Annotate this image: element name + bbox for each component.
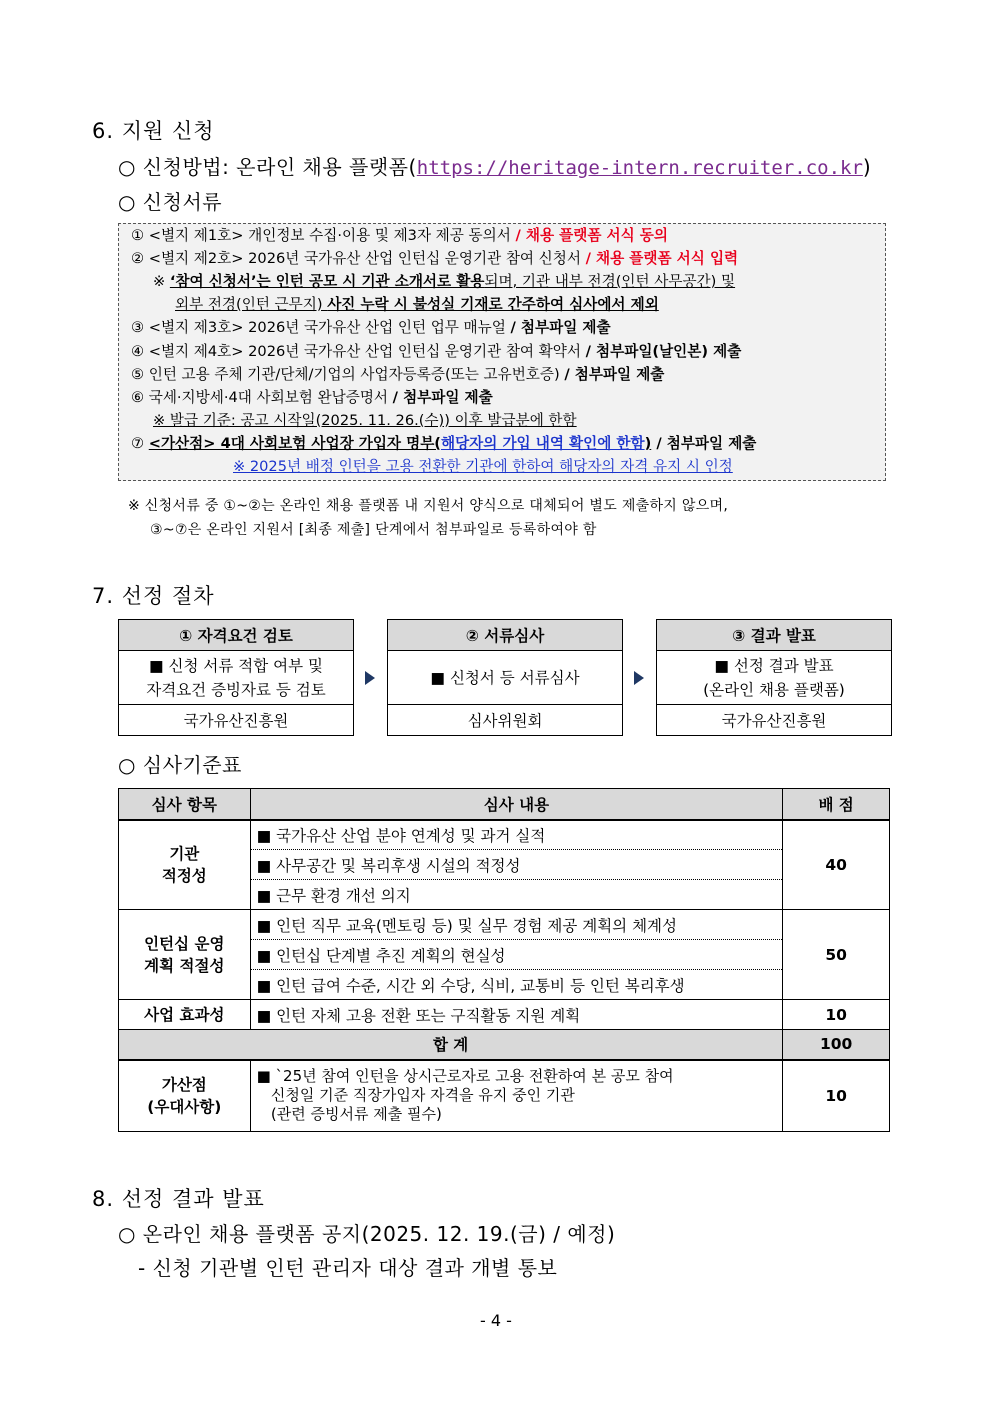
application-method-close: ) bbox=[862, 155, 872, 179]
criteria-item: ■ 인턴 직무 교육(멘토링 등) 및 실무 경험 제공 계획의 체계성 bbox=[250, 910, 783, 940]
score-effectiveness: 10 bbox=[783, 1000, 890, 1030]
documents-heading: ○ 신청서류 bbox=[118, 190, 223, 214]
doc-note-7: ※ 2025년 배정 인턴을 고용 전환한 기관에 한하여 해당자의 자격 유지 시 인정 bbox=[233, 458, 733, 475]
doc-item-5 bbox=[131, 365, 664, 385]
doc-item-7-close: ) bbox=[644, 435, 652, 452]
process-step-3 bbox=[656, 619, 892, 736]
doc-note-2b bbox=[175, 295, 659, 315]
section-6-heading: 6. 지원 신청 bbox=[92, 119, 215, 143]
doc-note-mark: ※ bbox=[153, 273, 170, 290]
criteria-item: ■ 인턴십 단계별 추진 계획의 현실성 bbox=[250, 940, 783, 970]
doc-item-6-text: ⑥ 국세·지방세·4대 사회보험 완납증명서 bbox=[131, 389, 393, 406]
process-step-1-body: ■ 신청 서류 적합 여부 및 자격요건 증빙자료 등 검토 bbox=[119, 651, 353, 705]
category-internship-plan: 인턴십 운영 계획 적절성 bbox=[119, 910, 251, 1000]
application-method bbox=[118, 151, 871, 180]
page-number: - 4 - bbox=[480, 1311, 512, 1330]
process-step-2-body: ■ 신청서 등 서류심사 bbox=[388, 651, 622, 705]
table-row bbox=[119, 1060, 890, 1132]
process-step-3-title: ③ 결과 발표 bbox=[657, 620, 891, 651]
doc-item-2-text: ② <별지 제2호> 2026년 국가유산 산업 인턴십 운영기관 참여 신청서 bbox=[131, 250, 586, 267]
application-url-link[interactable]: https://heritage-intern.recruiter.co.kr bbox=[416, 157, 863, 179]
process-step-1-owner: 국가유산진흥원 bbox=[183, 712, 289, 730]
doc-item-4-method: / 첨부파일(날인본) 제출 bbox=[585, 343, 742, 360]
doc-item-7 bbox=[131, 434, 756, 454]
doc-item-4-text: ④ <별지 제4호> 2026년 국가유산 산업 인턴십 운영기관 참여 확약서 bbox=[131, 343, 586, 360]
table-row bbox=[119, 1000, 890, 1030]
doc-item-1 bbox=[131, 226, 668, 246]
criteria-table bbox=[118, 788, 890, 1132]
doc-item-7-method: / 첨부파일 제출 bbox=[651, 435, 757, 452]
documents-note-2: ③~⑦은 온라인 지원서 [최종 제출] 단계에서 첨부파일로 등록하여야 함 bbox=[150, 522, 597, 538]
announcement-line: ○ 온라인 채용 플랫폼 공지(2025. 12. 19.(금) / 예정) bbox=[118, 1222, 616, 1246]
criteria-item: ■ 인턴 자체 고용 전환 또는 구직활동 지원 계획 bbox=[250, 1000, 783, 1030]
doc-note-2a bbox=[153, 272, 735, 292]
total-score: 100 bbox=[783, 1030, 890, 1060]
doc-note-6: ※ 발급 기준: 공고 시작일(2025. 11. 26.(수)) 이후 발급분에 한함 bbox=[153, 412, 577, 429]
header-content: 심사 내용 bbox=[250, 789, 783, 820]
doc-note-2a-bold: ‘참여 신청서’는 인턴 공모 시 기관 소개서로 활용 bbox=[169, 273, 485, 290]
header-category: 심사 항목 bbox=[119, 789, 251, 820]
process-step-2-owner: 심사위원회 bbox=[467, 712, 543, 730]
process-step-1 bbox=[118, 619, 354, 736]
section-7-heading: 7. 선정 절차 bbox=[92, 584, 215, 608]
score-internship-plan: 50 bbox=[783, 910, 890, 1000]
doc-item-1-text: ① <별지 제1호> 개인정보 수집·이용 및 제3자 제공 동의서 bbox=[131, 227, 516, 244]
criteria-item-bonus: ■ `25년 참여 인턴을 상시근로자로 고용 전환하여 본 공모 참여 신청일 기준 직장가입자 자격을 유지 중인 기관 (관련 증빙서류 제출 필수) bbox=[250, 1060, 783, 1132]
doc-item-3-method: / 첨부파일 제출 bbox=[510, 319, 611, 336]
doc-item-5-method: / 첨부파일 제출 bbox=[564, 366, 665, 383]
doc-item-1-method: / 채용 플랫폼 서식 동의 bbox=[515, 227, 668, 244]
doc-note-2b-bold: 사진 누락 시 불성실 기재로 간주하여 심사에서 제외 bbox=[327, 296, 659, 313]
total-label: 합 계 bbox=[119, 1030, 783, 1060]
arrow-right-icon bbox=[365, 671, 375, 685]
doc-item-6 bbox=[131, 388, 493, 408]
doc-item-6-method: / 첨부파일 제출 bbox=[392, 389, 493, 406]
category-bonus: 가산점 (우대사항) bbox=[119, 1060, 251, 1132]
doc-item-5-text: ⑤ 인턴 고용 주체 기관/단체/기업의 사업자등록증(또는 고유번호증) bbox=[131, 366, 565, 383]
section-8-heading: 8. 선정 결과 발표 bbox=[92, 1187, 265, 1211]
documents-box bbox=[118, 223, 886, 481]
arrow-right-icon bbox=[634, 671, 644, 685]
table-row bbox=[119, 910, 890, 940]
total-row bbox=[119, 1030, 890, 1060]
score-institution: 40 bbox=[783, 820, 890, 910]
doc-item-4 bbox=[131, 342, 741, 362]
criteria-item: ■ 사무공간 및 복리후생 시설의 적정성 bbox=[250, 850, 783, 880]
process-step-2 bbox=[387, 619, 623, 736]
notification-line: - 신청 기관별 인턴 관리자 대상 결과 개별 통보 bbox=[138, 1256, 558, 1280]
score-bonus: 10 bbox=[783, 1060, 890, 1132]
category-effectiveness: 사업 효과성 bbox=[119, 1000, 251, 1030]
doc-item-2-method: / 채용 플랫폼 서식 입력 bbox=[585, 250, 739, 267]
criteria-item: ■ 근무 환경 개선 의지 bbox=[250, 880, 783, 910]
application-method-label: ○ 신청방법: 온라인 채용 플랫폼( bbox=[118, 155, 417, 179]
process-step-1-title: ① 자격요건 검토 bbox=[119, 620, 353, 651]
category-institution: 기관 적정성 bbox=[119, 820, 251, 910]
process-step-2-title: ② 서류심사 bbox=[388, 620, 622, 651]
header-score: 배 점 bbox=[783, 789, 890, 820]
doc-item-3 bbox=[131, 318, 611, 338]
doc-note-2a-rest: 되며, 기관 내부 전경(인턴 사무공간) 및 bbox=[484, 273, 736, 290]
process-step-3-body: ■ 선정 결과 발표 (온라인 채용 플랫폼) bbox=[657, 651, 891, 705]
process-step-3-owner: 국가유산진흥원 bbox=[721, 712, 827, 730]
doc-item-3-text: ③ <별지 제3호> 2026년 국가유산 산업 인턴 업무 매뉴얼 bbox=[131, 319, 511, 336]
doc-note-2b-text: 외부 전경(인턴 근무지) bbox=[175, 296, 328, 313]
doc-item-7-condition: 해당자의 가입 내역 확인에 한함 bbox=[440, 435, 645, 452]
doc-item-2 bbox=[131, 249, 738, 269]
criteria-item: ■ 국가유산 산업 분야 연계성 및 과거 실적 bbox=[250, 820, 783, 850]
criteria-heading: ○ 심사기준표 bbox=[118, 753, 242, 777]
doc-item-7-title: <가산점> 4대 사회보험 사업장 가입자 명부( bbox=[148, 435, 441, 452]
doc-item-7-num: ⑦ bbox=[131, 435, 149, 452]
table-row bbox=[119, 820, 890, 850]
criteria-item: ■ 인턴 급여 수준, 시간 외 수당, 식비, 교통비 등 인턴 복리후생 bbox=[250, 970, 783, 1000]
criteria-header-row bbox=[119, 789, 890, 820]
documents-note-1: ※ 신청서류 중 ①~②는 온라인 채용 플랫폼 내 지원서 양식으로 대체되어 별도 제출하지 않으며, bbox=[128, 498, 729, 514]
